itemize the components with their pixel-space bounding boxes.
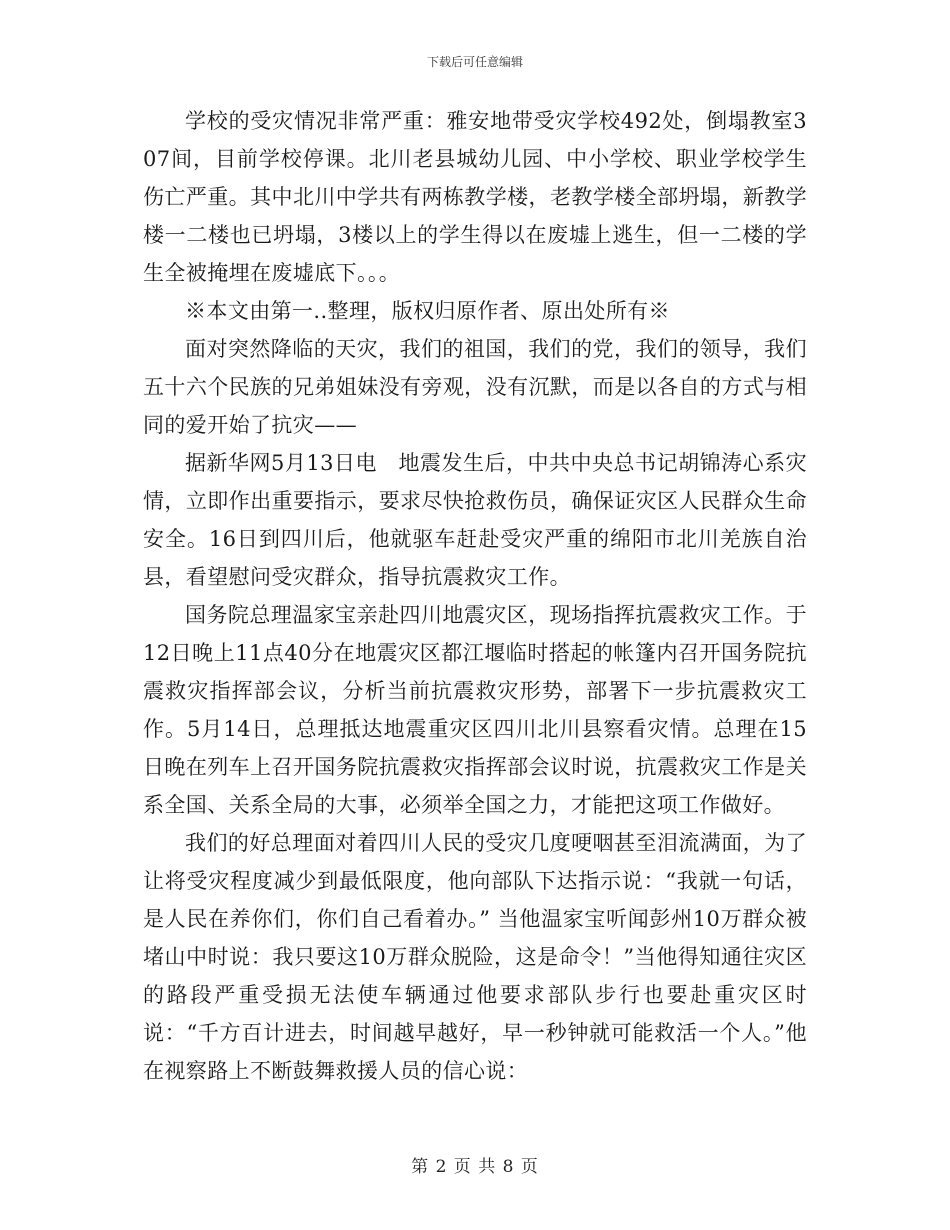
paragraph-premier-quotes: 我们的好总理面对着四川人民的受灾几度哽咽甚至泪流满面，为了让将受灾程度减少到最低限度，他向部队下达指示说：“我就一句话，是人民在养你们，你们自己看着办。” 当他温家宝听闻彭州10万群众被堵山中时说：我只要这10万群众脱险，这是命令！”当他得知通往灾区的路段严重受损无法使车辆通过他要求部队步行也要赴重灾区时说：“千方百计进去，时间越早越好，早一秒钟就可能救活一个人。”他在视察路上不断鼓舞救援人员的信心说： [143,831,807,1083]
document-body [143,102,807,1090]
paragraph-copyright-notice: ※本文由第一..整理，版权归原作者、原出处所有※ [185,299,670,323]
page-number: 第 2 页 共 8 页 [411,1157,539,1177]
paragraph-premier-command: 国务院总理温家宝亲赴四川地震灾区，现场指挥抗震救灾工作。于12日晚上11点40分在地震灾区都江堰临时搭起的帐篷内召开国务院抗震救灾指挥部会议，分析当前抗震救灾形势，部署下一步抗震救灾工作。5月14日，总理抵达地震重灾区四川北川县察看灾情。总理在15日晚在列车上召开国务院抗震救灾指挥部会议时说，抗震救灾工作是关系全国、关系全局的大事，必须举全国之力，才能把这项工作做好。 [143,603,807,817]
page-header: 下载后可任意编辑 [426,55,523,69]
paragraph-nation-response: 面对突然降临的天灾，我们的祖国，我们的党，我们的领导，我们五十六个民族的兄弟姐妹没有旁观，没有沉默，而是以各自的方式与相同的爱开始了抗灾—— [143,337,807,437]
paragraph-xinhua-report: 据新华网5月13日电 地震发生后，中共中央总书记胡锦涛心系灾情，立即作出重要指示，要求尽快抢救伤员，确保证灾区人民群众生命安全。16日到四川后，他就驱车赶赴受灾严重的绵阳市北川羌族自治县，看望慰问受灾群众，指导抗震救灾工作。 [143,451,807,589]
paragraph-school-damage: 学校的受灾情况非常严重：雅安地带受灾学校492处，倒塌教室307间，目前学校停课。北川老县城幼儿园、中小学校、职业学校学生伤亡严重。其中北川中学共有两栋教学楼，老教学楼全部坍塌，新教学楼一二楼也已坍塌，3楼以上的学生得以在废墟上逃生，但一二楼的学生全被掩埋在废墟底下。。。 [143,109,807,285]
